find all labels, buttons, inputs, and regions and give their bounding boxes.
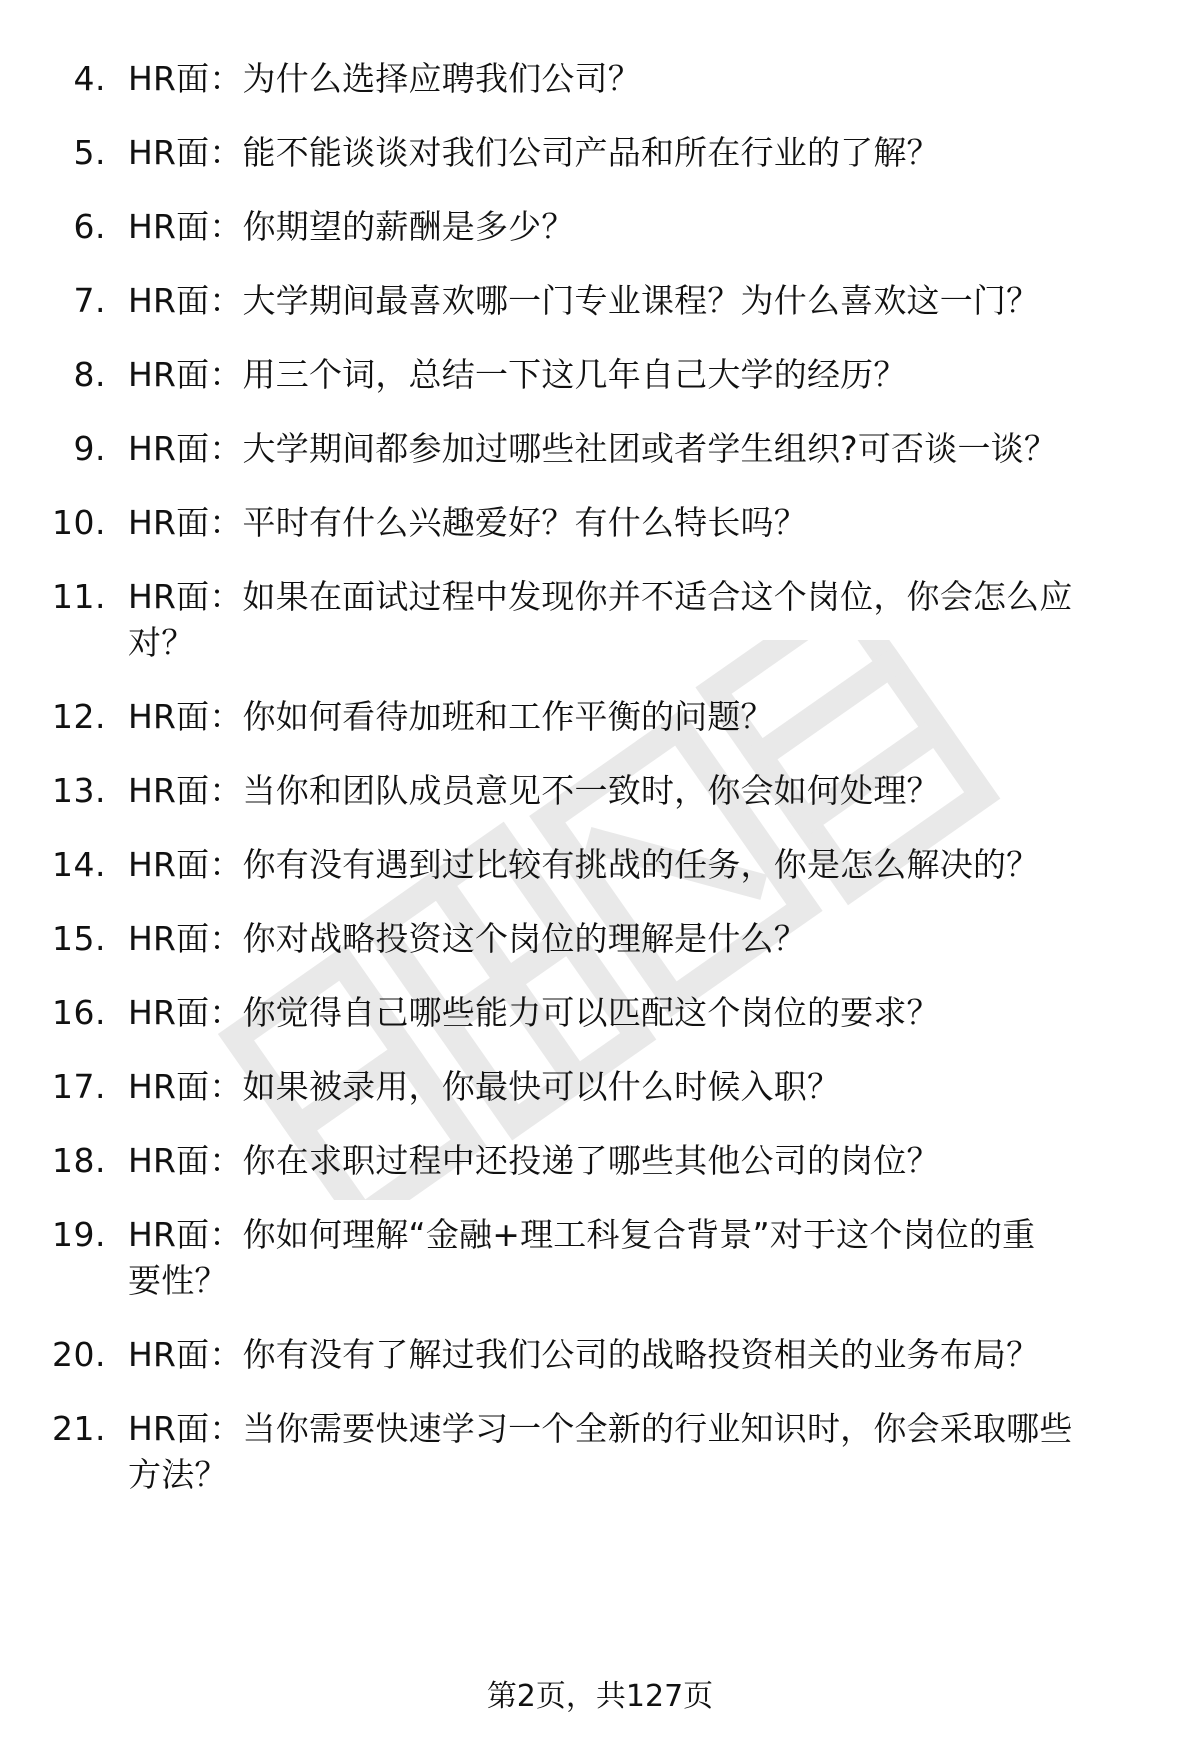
question-text-continued: 方法？	[128, 1455, 228, 1494]
question-text: HR面：如果被录用，你最快可以什么时候入职？	[128, 1067, 841, 1106]
question-text: HR面：你如何理解“金融+理工科复合背景”对于这个岗位的重	[128, 1215, 1036, 1254]
item-number: 15.	[52, 919, 106, 958]
item-number: 16.	[52, 993, 106, 1032]
question-text: HR面：为什么选择应聘我们公司？	[128, 59, 641, 98]
question-text: HR面：你如何看待加班和工作平衡的问题？	[128, 697, 774, 736]
question-text: HR面：你有没有遇到过比较有挑战的任务，你是怎么解决的？	[128, 845, 1040, 884]
question-text: HR面：大学期间都参加过哪些社团或者学生组织?可否谈一谈？	[128, 429, 1058, 468]
item-number: 21.	[52, 1409, 106, 1448]
item-number: 13.	[52, 771, 106, 810]
page-footer: 第2页，共127页	[486, 1679, 714, 1714]
question-text: HR面：你在求职过程中还投递了哪些其他公司的岗位？	[128, 1141, 940, 1180]
item-number: 7.	[73, 281, 106, 320]
question-text: HR面：当你需要快速学习一个全新的行业知识时，你会采取哪些	[128, 1409, 1073, 1448]
question-text: HR面：你有没有了解过我们公司的战略投资相关的业务布局？	[128, 1335, 1040, 1374]
question-text: HR面：能不能谈谈对我们公司产品和所在行业的了解？	[128, 133, 940, 172]
question-text: HR面：如果在面试过程中发现你并不适合这个岗位，你会怎么应	[128, 577, 1073, 616]
question-text: HR面：你期望的薪酬是多少？	[128, 207, 575, 246]
item-number: 18.	[52, 1141, 106, 1180]
question-text: HR面：当你和团队成员意见不一致时，你会如何处理？	[128, 771, 940, 810]
item-number: 4.	[73, 59, 106, 98]
item-number: 19.	[52, 1215, 106, 1254]
question-text: HR面：你觉得自己哪些能力可以匹配这个岗位的要求？	[128, 993, 940, 1032]
item-number: 14.	[52, 845, 106, 884]
item-number: 10.	[52, 503, 106, 542]
item-number: 9.	[73, 429, 106, 468]
item-number: 20.	[52, 1335, 106, 1374]
item-number: 11.	[52, 577, 106, 616]
question-text: HR面：用三个词，总结一下这几年自己大学的经历？	[128, 355, 907, 394]
question-text: HR面：你对战略投资这个岗位的理解是什么？	[128, 919, 807, 958]
question-text-continued: 对？	[128, 623, 195, 662]
item-number: 8.	[73, 355, 106, 394]
question-text: HR面：大学期间最喜欢哪一门专业课程？为什么喜欢这一门？	[128, 281, 1040, 320]
item-number: 5.	[73, 133, 106, 172]
item-number: 6.	[73, 207, 106, 246]
item-number: 17.	[52, 1067, 106, 1106]
item-number: 12.	[52, 697, 106, 736]
question-text-continued: 要性？	[128, 1261, 228, 1300]
question-text: HR面：平时有什么兴趣爱好？有什么特长吗？	[128, 503, 807, 542]
